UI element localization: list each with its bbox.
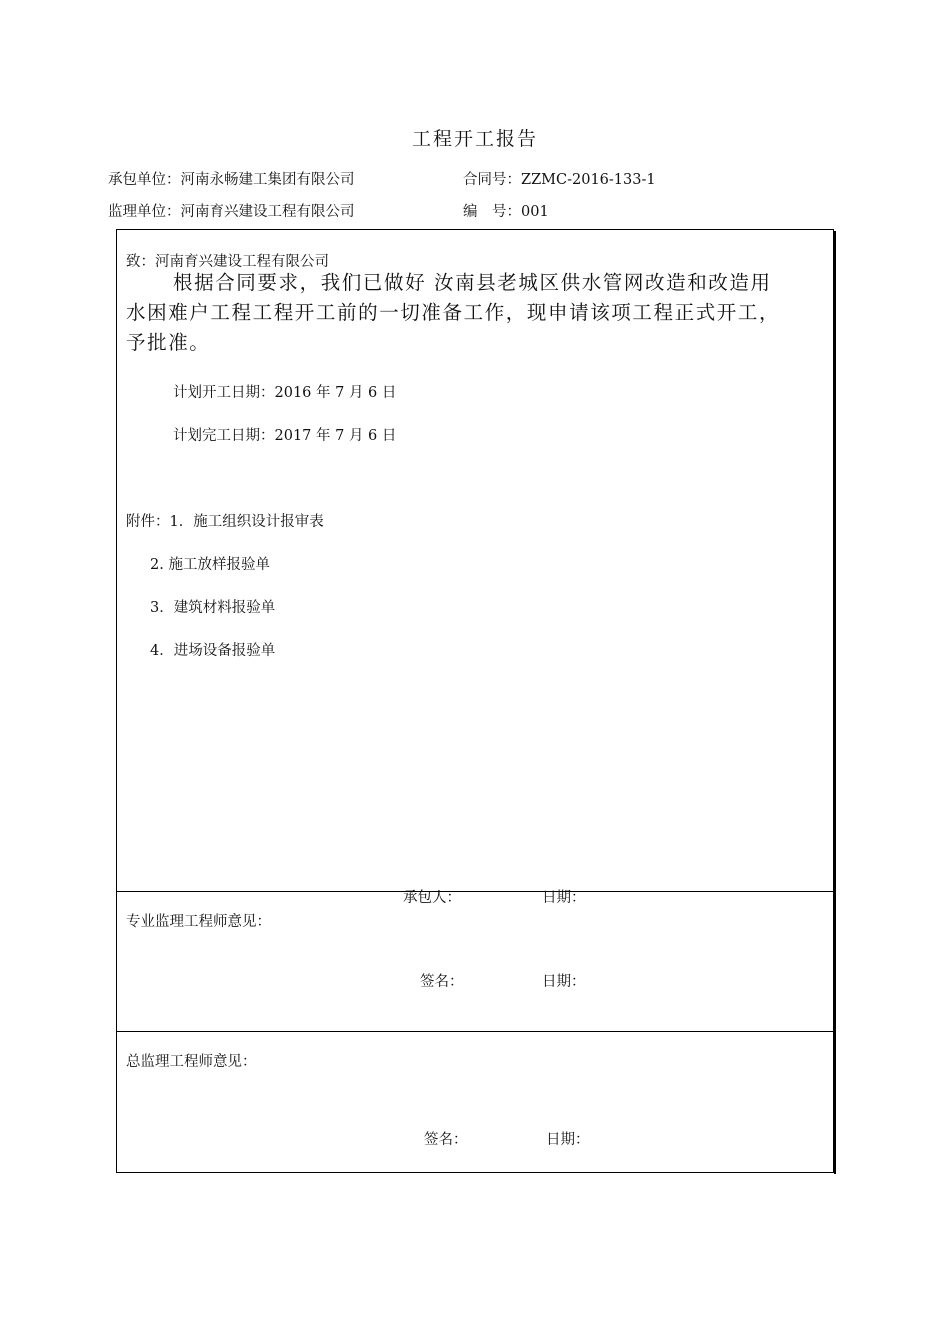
planned-start-date: 计划开工日期：2016 年 7 月 6 日 [173,385,397,401]
document-title: 工程开工报告 [411,128,538,150]
chief-opinion-label: 总监理工程师意见： [126,1054,257,1070]
contractor-signature-label: 承包人： [403,890,461,906]
chief-date-label: 日期： [546,1132,590,1148]
frame-right-edge [834,231,836,1174]
planned-finish-date: 计划完工日期：2017 年 7 月 6 日 [173,428,397,444]
engineer-date-label: 日期： [542,974,586,990]
addressee-value: 河南育兴建设工程有限公司 [155,254,329,270]
engineer-signature-label: 签名： [420,974,464,990]
contract-no-line [463,168,656,189]
chief-signature-label: 签名： [424,1132,468,1148]
contract-no-value: ZZMC-2016-133-1 [521,172,656,188]
attachment-item: 3．建筑材料报验单 [150,600,276,616]
contractor-value: 河南永畅建工集团有限公司 [180,172,355,188]
supervisor-label: 监理单位： [108,204,181,220]
supervisor-value: 河南育兴建设工程有限公司 [180,204,355,220]
engineer-opinion-label: 专业监理工程师意见： [126,914,271,930]
serial-line [463,200,549,221]
contractor-date-label: 日期： [542,890,586,906]
contractor-label: 承包单位： [108,172,181,188]
attachment-row-1 [126,510,324,531]
supervisor-line [108,200,355,221]
serial-value: 001 [521,204,549,220]
divider-chief [116,1031,834,1032]
request-body-line-3: 予批准。 [126,331,211,354]
request-body-line-1: 根据合同要求，我们已做好 汝南县老城区供水管网改造和改造用 [173,271,772,294]
addressee-label: 致： [126,254,155,270]
contractor-line [108,168,355,189]
attachment-item: 4．进场设备报验单 [150,643,276,659]
attachments-label: 附件： [126,514,170,530]
attachment-item: 1．施工组织设计报审表 [169,514,324,530]
serial-label: 编 号： [463,204,521,220]
divider-engineer [116,891,834,892]
request-body-line-2: 水困难户工程工程开工前的一切准备工作，现申请该项工程正式开工， [126,301,781,324]
contract-no-label: 合同号： [463,172,521,188]
attachment-item: 2. 施工放样报验单 [150,557,270,573]
